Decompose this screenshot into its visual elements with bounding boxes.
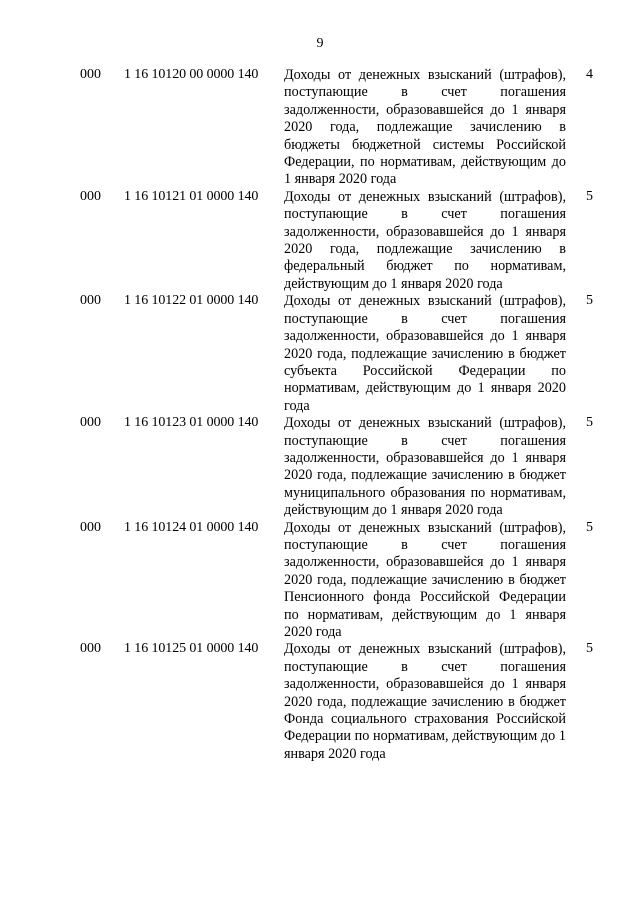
- row-number: 4: [586, 67, 593, 82]
- revenue-description: Доходы от денежных взысканий (штрафов), поступающие в счет погашения задолженности, образовавшейся до 1 января 2020 года, подлежащие зачислению в бюджет муниципального образования по нормативам, действующим до 1 января 2020 года: [284, 415, 566, 519]
- revenue-code: 1 16 10123 01 0000 140: [124, 415, 259, 431]
- revenue-description: Доходы от денежных взысканий (штрафов), поступающие в счет погашения задолженности, образовавшейся до 1 января 2020 года, подлежащие зачислению в бюджет Пенсионного фонда Российской Федерации по нормативам, действующим до 1 января 2020 года: [284, 519, 566, 640]
- row-number: 5: [586, 188, 593, 204]
- table-row: [0, 189, 640, 293]
- revenue-description: Доходы от денежных взысканий (штрафов), поступающие в счет погашения задолженности, образовавшейся до 1 января 2020 года, подлежащие зачислению в бюджеты бюджетной системы Российской Федерации, по нормативам, действующим до 1 января 2020 года: [284, 67, 566, 188]
- revenue-description: Доходы от денежных взысканий (штрафов), поступающие в счет погашения задолженности, образовавшейся до 1 января 2020 года, подлежащие зачислению в федеральный бюджет по нормативам, действующим до 1 января 2020 года: [284, 188, 566, 292]
- admin-code: 000: [80, 188, 101, 204]
- table-row: [0, 520, 640, 642]
- admin-code: 000: [80, 519, 101, 535]
- table-row: [0, 641, 640, 763]
- revenue-code: 1 16 10121 01 0000 140: [124, 188, 259, 204]
- row-number: 5: [586, 641, 593, 657]
- admin-code: 000: [80, 415, 101, 431]
- table-row: [0, 67, 640, 189]
- table-row: [0, 293, 640, 415]
- table-row: [0, 415, 640, 519]
- row-number: 5: [586, 519, 593, 535]
- revenue-code: 1 16 10120 00 0000 140: [124, 67, 259, 82]
- revenue-code: 1 16 10125 01 0000 140: [124, 641, 259, 657]
- revenue-code-table: [0, 67, 640, 763]
- row-number: 5: [586, 293, 593, 309]
- row-number: 5: [586, 415, 593, 431]
- admin-code: 000: [80, 67, 101, 82]
- admin-code: 000: [80, 641, 101, 657]
- admin-code: 000: [80, 293, 101, 309]
- revenue-description: Доходы от денежных взысканий (штрафов), поступающие в счет погашения задолженности, образовавшейся до 1 января 2020 года, подлежащие зачислению в бюджет Фонда социального страхования Российской Федерации по нормативам, действующим до 1 января 2020 года: [284, 641, 566, 762]
- revenue-code: 1 16 10122 01 0000 140: [124, 293, 259, 309]
- page-number: 9: [316, 36, 324, 51]
- revenue-code: 1 16 10124 01 0000 140: [124, 519, 259, 535]
- revenue-description: Доходы от денежных взысканий (штрафов), поступающие в счет погашения задолженности, образовавшейся до 1 января 2020 года, подлежащие зачислению в бюджет субъекта Российской Федерации по нормативам, действующим до 1 января 2020 года: [284, 293, 566, 414]
